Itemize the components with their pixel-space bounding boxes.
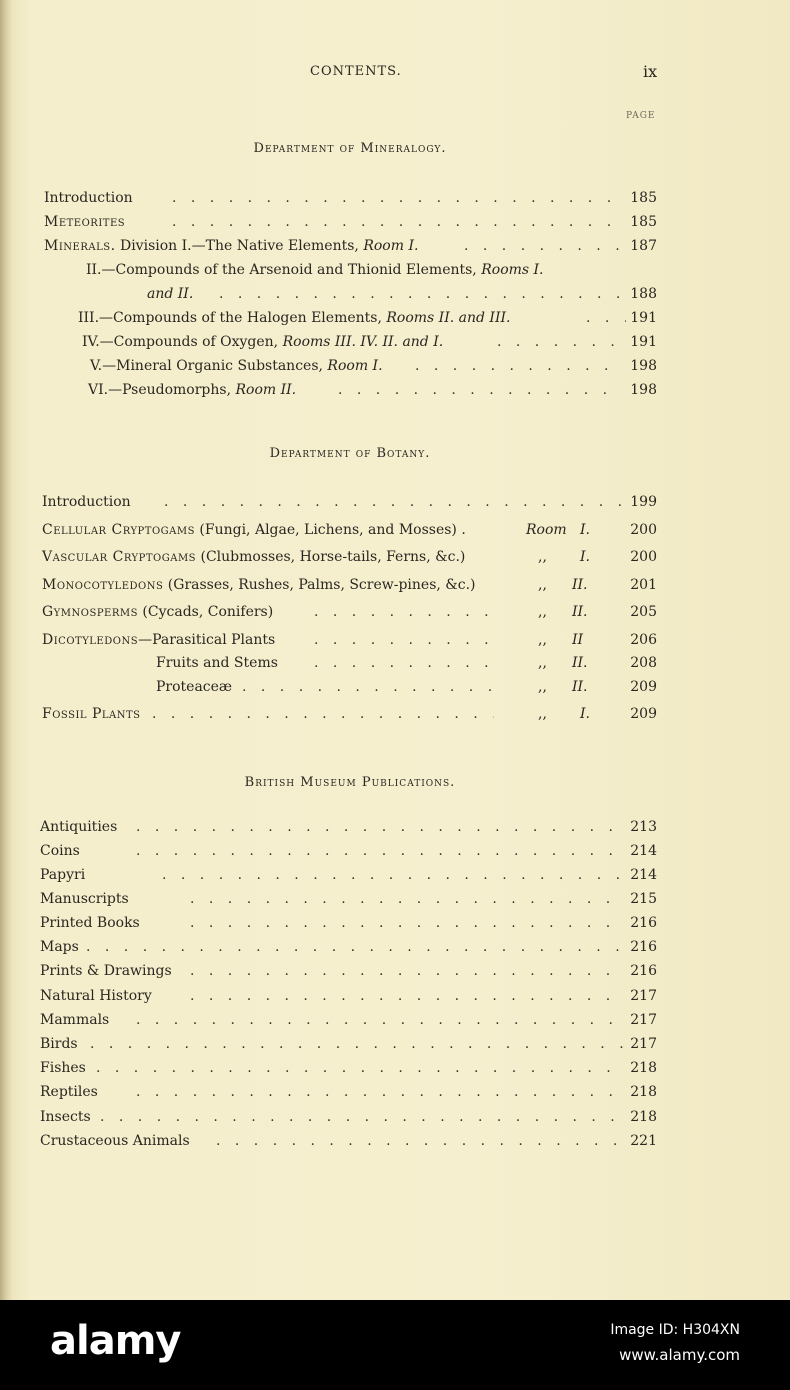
toc-label: Meteorites (44, 214, 126, 230)
folio-number: ix (643, 62, 658, 81)
toc-label-smallcaps: Dicotyledons (42, 632, 139, 648)
toc-ditto-mark: ,, (538, 655, 547, 671)
toc-page: 188 (630, 286, 657, 302)
alamy-logo: alamy (50, 1318, 181, 1364)
toc-label: Insects (40, 1109, 91, 1125)
toc-label: II.—Compounds of the Arsenoid and Thionid Elements, (86, 262, 482, 278)
leader-dots (190, 888, 626, 910)
toc-row (86, 259, 657, 281)
toc-page: 214 (630, 867, 657, 883)
toc-ditto-mark: ,, (538, 706, 547, 722)
toc-label: Maps (40, 939, 79, 955)
toc-label: Printed Books (40, 915, 140, 931)
leader-dots (172, 187, 627, 209)
leader-dots (242, 676, 494, 698)
toc-label: Introduction (44, 190, 133, 206)
toc-row (147, 283, 657, 305)
toc-label: Fishes (40, 1060, 86, 1076)
toc-label: Reptiles (40, 1084, 98, 1100)
toc-row (42, 519, 657, 541)
site-url: www.alamy.com (619, 1346, 740, 1364)
leader-dots (314, 652, 494, 674)
leader-dots (190, 960, 626, 982)
toc-room: Rooms III. IV. II. and I. (282, 334, 444, 350)
leader-dots (190, 985, 626, 1007)
running-title: CONTENTS. (310, 64, 402, 79)
leader-dots (86, 936, 626, 958)
toc-page: 191 (630, 310, 657, 326)
toc-row (40, 1106, 657, 1128)
leader-dots (90, 1033, 626, 1055)
toc-label: Crustaceous Animals (40, 1133, 190, 1149)
leader-dots (464, 235, 627, 257)
leader-dots (314, 629, 494, 651)
toc-label: (Fungi, Algae, Lichens, and Mosses) . (194, 522, 466, 538)
toc-page: 191 (630, 334, 657, 350)
toc-label: (Grasses, Rushes, Palms, Screw-pines, &c.) (163, 577, 476, 593)
toc-page: 201 (630, 577, 657, 593)
toc-row (42, 629, 657, 651)
toc-page: 217 (630, 1036, 657, 1052)
toc-page: 213 (630, 819, 657, 835)
toc-row (40, 1081, 657, 1103)
toc-row (40, 1009, 657, 1031)
toc-label-smallcaps: Minerals. (44, 238, 116, 254)
toc-room: Room I. (327, 358, 383, 374)
toc-page: 200 (630, 549, 657, 565)
toc-label: VI.—Pseudomorphs, (88, 382, 236, 398)
toc-row (40, 1057, 657, 1079)
toc-row (40, 960, 657, 982)
section-heading-publications: British Museum Publications. (244, 775, 456, 790)
toc-row (40, 816, 657, 838)
toc-label: Mammals (40, 1012, 110, 1028)
toc-label-smallcaps: Fossil Plants (42, 706, 141, 722)
section-heading-botany: Department of Botany. (269, 446, 431, 461)
toc-row (42, 703, 657, 725)
toc-row (44, 187, 657, 209)
toc-page: 198 (630, 358, 657, 374)
toc-row (40, 912, 657, 934)
toc-row (88, 379, 657, 401)
running-head (0, 64, 790, 86)
toc-label: Proteaceæ (156, 679, 233, 695)
toc-room: II. (572, 655, 588, 671)
toc-page: 185 (630, 214, 657, 230)
toc-page: 200 (630, 522, 657, 538)
toc-room: II. (572, 604, 588, 620)
toc-label: (Clubmosses, Horse-tails, Ferns, &c.) (196, 549, 466, 565)
toc-row (42, 546, 657, 568)
toc-row (40, 1130, 657, 1152)
leader-dots (136, 816, 626, 838)
toc-room: Rooms I. (481, 262, 544, 278)
leader-dots (216, 1130, 626, 1152)
toc-label: V.—Mineral Organic Substances, (90, 358, 328, 374)
toc-row (44, 235, 657, 257)
toc-page: 199 (630, 494, 657, 510)
toc-label: —Parasitical Plants (138, 632, 276, 648)
leader-dots (136, 1009, 626, 1031)
toc-label: Birds (40, 1036, 78, 1052)
stock-photo-footer (0, 1300, 790, 1390)
leader-dots (100, 1106, 626, 1128)
toc-ditto-mark: ,, (538, 604, 547, 620)
toc-label: III.—Compounds of the Halogen Elements, (78, 310, 387, 326)
toc-page: 216 (630, 963, 657, 979)
toc-ditto-mark: ,, (538, 679, 547, 695)
toc-page: 208 (630, 655, 657, 671)
book-spine (0, 0, 12, 1300)
toc-label: Manuscripts (40, 891, 129, 907)
toc-page: 198 (630, 382, 657, 398)
toc-row (40, 985, 657, 1007)
toc-room: II. (572, 577, 588, 593)
toc-page: 218 (630, 1084, 657, 1100)
toc-row (90, 355, 657, 377)
leader-dots (190, 912, 626, 934)
toc-row (44, 211, 657, 233)
toc-label: (Cycads, Conifers) (137, 604, 274, 620)
toc-label: Coins (40, 843, 80, 859)
toc-room: I. (580, 549, 590, 565)
toc-row (40, 936, 657, 958)
toc-room: Room I. (363, 238, 419, 254)
leader-dots (172, 211, 627, 233)
toc-row (40, 864, 657, 886)
toc-label: Antiquities (40, 819, 118, 835)
toc-row (78, 307, 657, 329)
toc-page: 221 (630, 1133, 657, 1149)
toc-room: II. (572, 679, 588, 695)
leader-dots (586, 307, 626, 329)
toc-row (40, 1033, 657, 1055)
toc-room: Rooms II. and III. (386, 310, 511, 326)
leader-dots (96, 1057, 626, 1079)
toc-page: 209 (630, 679, 657, 695)
toc-ditto-mark: ,, (538, 577, 547, 593)
leader-dots (162, 864, 626, 886)
toc-room: II (572, 632, 584, 648)
section-heading-mineralogy: Department of Mineralogy. (253, 141, 447, 156)
toc-label: Prints & Drawings (40, 963, 172, 979)
toc-room: I. (580, 522, 590, 538)
toc-page: 218 (630, 1109, 657, 1125)
toc-page: 218 (630, 1060, 657, 1076)
toc-label-smallcaps: Monocotyledons (42, 577, 164, 593)
leader-dots (338, 379, 613, 401)
toc-row (42, 601, 657, 623)
toc-label: Introduction (42, 494, 131, 510)
toc-row (40, 840, 657, 862)
toc-label: Natural History (40, 988, 152, 1004)
leader-dots (164, 491, 629, 513)
toc-row (42, 652, 657, 674)
toc-label: IV.—Compounds of Oxygen, (82, 334, 283, 350)
toc-room: and II. (147, 286, 194, 302)
toc-label-smallcaps: Vascular Cryptogams (42, 549, 197, 565)
toc-page: 205 (630, 604, 657, 620)
page-column-label: PAGE (626, 111, 656, 121)
toc-page: 214 (630, 843, 657, 859)
toc-label-smallcaps: Gymnosperms (42, 604, 138, 620)
toc-page: 216 (630, 915, 657, 931)
toc-label: Papyri (40, 867, 86, 883)
toc-page: 185 (630, 190, 657, 206)
toc-row (42, 676, 657, 698)
leader-dots (497, 331, 627, 353)
leader-dots (219, 283, 627, 305)
toc-label: Fruits and Stems (156, 655, 278, 671)
toc-ditto-mark: ,, (538, 632, 547, 648)
toc-label: Division I.—The Native Elements, (119, 238, 364, 254)
toc-page: 217 (630, 1012, 657, 1028)
image-id-label: Image ID: H304XN (610, 1322, 740, 1338)
toc-page: 215 (630, 891, 657, 907)
toc-row (42, 491, 657, 513)
toc-page: 217 (630, 988, 657, 1004)
leader-dots (136, 840, 626, 862)
toc-room-prefix: Room (526, 522, 567, 538)
toc-label-smallcaps: Cellular Cryptogams (42, 522, 195, 538)
toc-row (40, 888, 657, 910)
leader-dots (314, 601, 494, 623)
toc-page: 209 (630, 706, 657, 722)
toc-row (82, 331, 657, 353)
toc-room: Room II. (235, 382, 297, 398)
toc-page: 187 (630, 238, 657, 254)
toc-room: I. (580, 706, 590, 722)
toc-row (42, 574, 657, 596)
toc-ditto-mark: ,, (538, 549, 547, 565)
toc-page: 216 (630, 939, 657, 955)
leader-dots (415, 355, 615, 377)
leader-dots (136, 1081, 626, 1103)
toc-page: 206 (630, 632, 657, 648)
leader-dots (152, 703, 494, 725)
